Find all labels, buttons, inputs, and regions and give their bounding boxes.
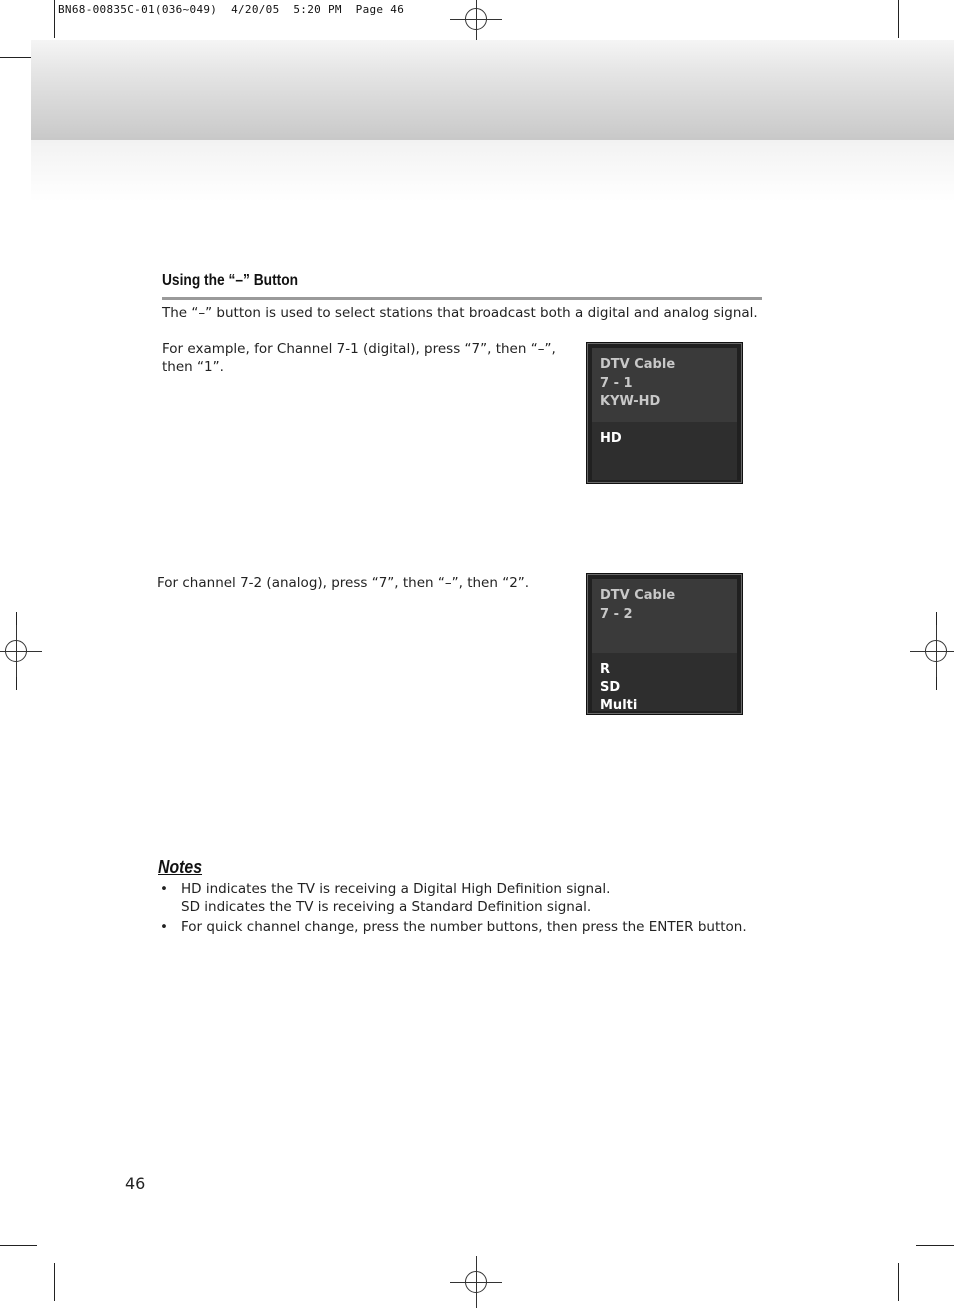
crop-mark [54, 0, 55, 38]
crop-mark [54, 1263, 55, 1301]
note-line: For quick channel change, press the number buttons, then press the ENTER button. [181, 919, 747, 935]
title-divider [162, 297, 762, 300]
note-item [181, 880, 610, 916]
osd-rating: R [600, 662, 611, 677]
notes-title: Notes [158, 857, 203, 877]
osd-channel-number: 7 - 1 [600, 375, 633, 391]
crop-mark [898, 1263, 899, 1301]
osd-channel-info [592, 579, 737, 653]
note-bullet-icon: • [160, 919, 168, 935]
section-title: Using the “–” Button [162, 272, 299, 289]
page-number: 46 [125, 1174, 146, 1193]
osd-panel-analog [587, 574, 742, 714]
crop-mark [0, 1245, 37, 1246]
example-digital-line: then “1”. [162, 359, 224, 375]
registration-mark-icon [465, 1271, 487, 1293]
osd-panel-digital [587, 343, 742, 483]
osd-audio-mode: Multi [600, 698, 638, 713]
example-digital-text [162, 340, 556, 376]
osd-source-label: DTV Cable [600, 357, 676, 372]
note-line: HD indicates the TV is receiving a Digital High Definition signal. [181, 881, 611, 897]
header-band [31, 40, 954, 140]
example-analog-text: For channel 7-2 (analog), press “7”, then “–”, then “2”. [157, 575, 530, 591]
osd-channel-number: 7 - 2 [600, 606, 633, 622]
crop-mark [916, 1245, 954, 1246]
print-header: BN68-00835C-01(036~049) 4/20/05 5:20 PM Page 46 [58, 3, 405, 16]
note-bullet-icon: • [160, 881, 168, 897]
crop-mark [898, 0, 899, 38]
osd-signal-info [592, 653, 737, 711]
note-item [181, 918, 747, 936]
osd-channel-info [592, 348, 737, 422]
osd-source-label: DTV Cable [600, 588, 676, 603]
registration-mark-icon [5, 640, 27, 662]
osd-station-name: KYW-HD [600, 394, 661, 409]
registration-mark-icon [465, 8, 487, 30]
example-digital-line: For example, for Channel 7-1 (digital), press “7”, then “–”, [162, 341, 556, 357]
osd-signal-type: HD [600, 431, 622, 446]
registration-mark-icon [925, 640, 947, 662]
osd-signal-type: SD [600, 680, 621, 695]
osd-signal-info [592, 422, 737, 480]
intro-text: The “–” button is used to select stations that broadcast both a digital and analog signal. [162, 305, 758, 321]
header-band-shadow [31, 140, 954, 202]
note-line: SD indicates the TV is receiving a Standard Definition signal. [181, 899, 592, 915]
